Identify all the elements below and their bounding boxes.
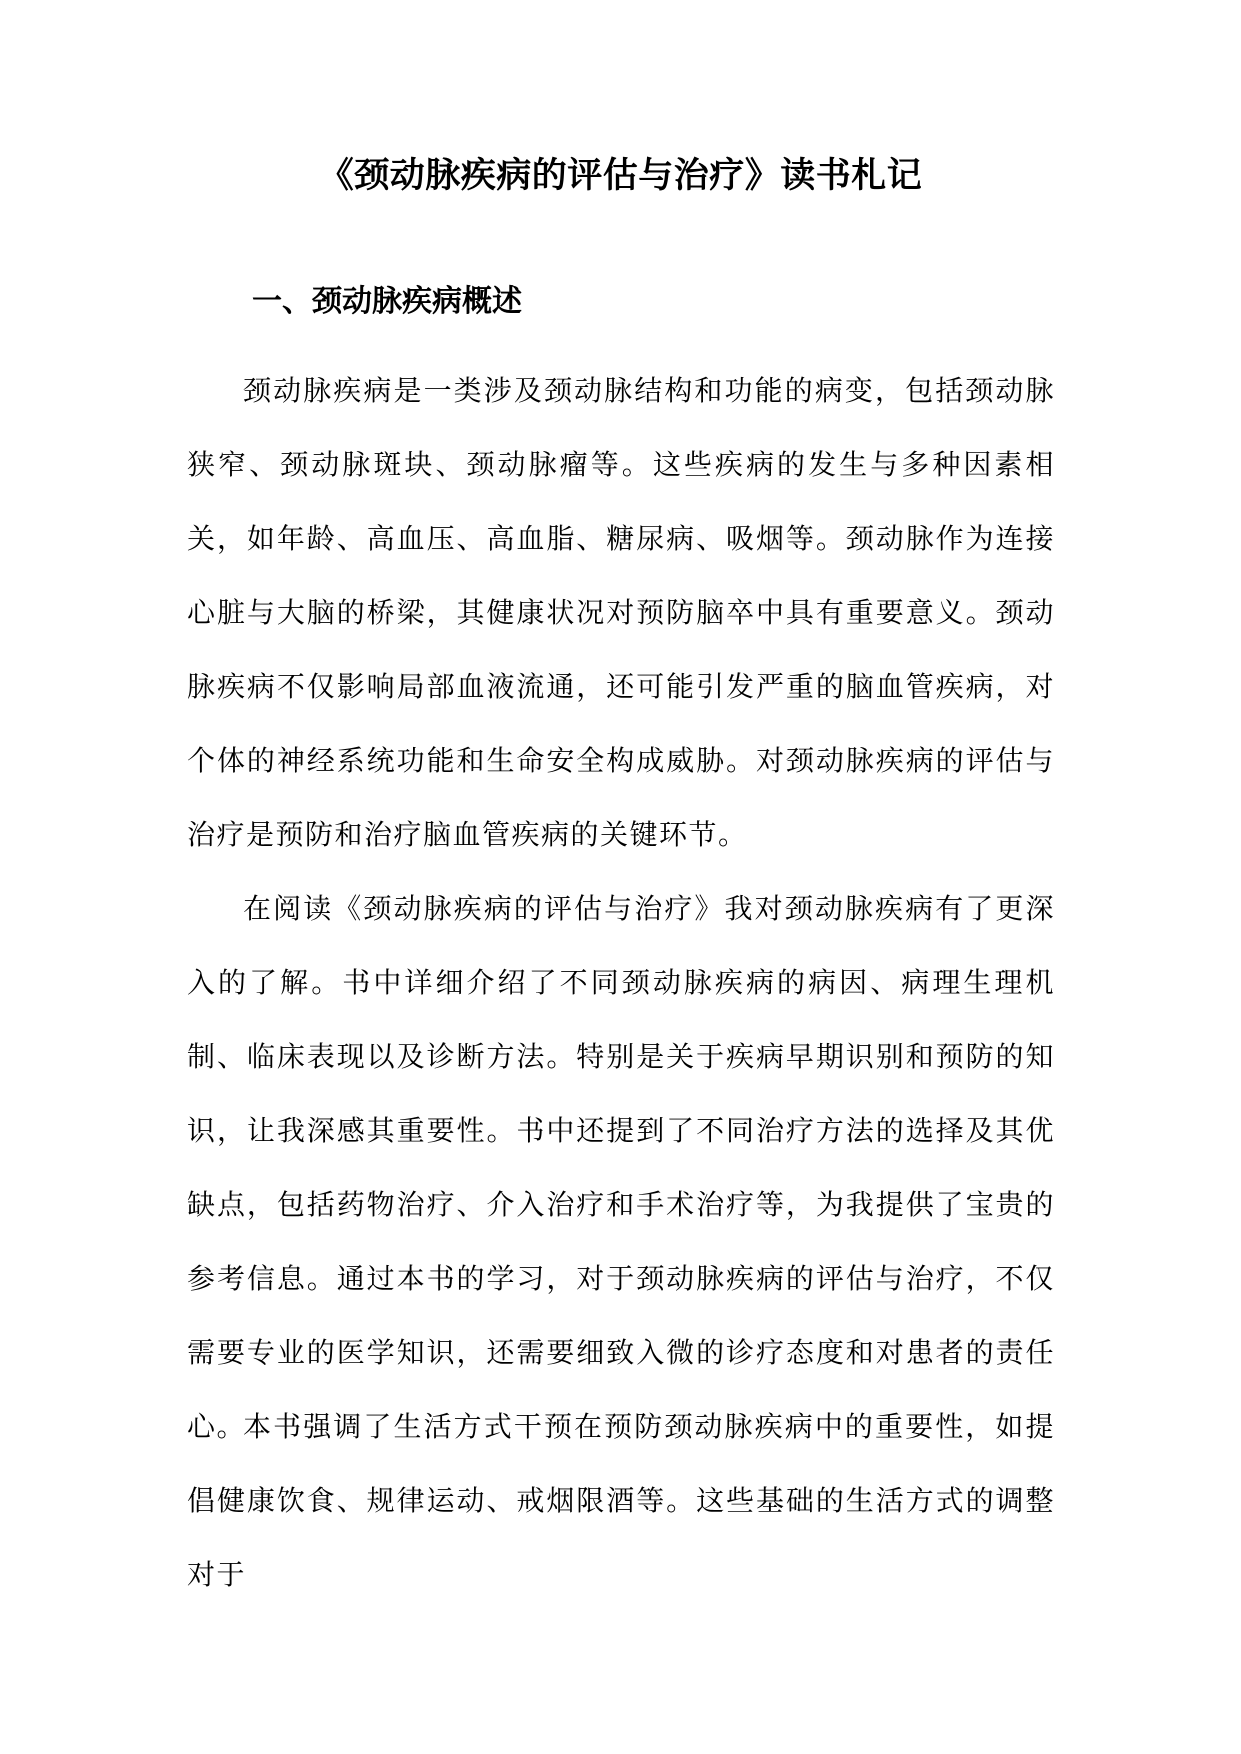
body-paragraph: 颈动脉疾病是一类涉及颈动脉结构和功能的病变，包括颈动脉狭窄、颈动脉斑块、颈动脉瘤等。这些疾病的发生与多种因素相关，如年龄、高血压、高血脂、糖尿病、吸烟等。颈动脉作为连接心脏与大脑的桥梁，其健康状况对预防脑卒中具有重要意义。颈动脉疾病不仅影响局部血液流通，还可能引发严重的脑血管疾病，对个体的神经系统功能和生命安全构成威胁。对颈动脉疾病的评估与治疗是预防和治疗脑血管疾病的关键环节。 [187, 374, 1055, 851]
section-heading: 一、颈动脉疾病概述 [252, 284, 522, 319]
document-title: 《颈动脉疾病的评估与治疗》读书札记 [318, 156, 923, 196]
body-paragraph: 本书强调了生活方式干预在预防颈动脉疾病中的重要性，如提倡健康饮食、规律运动、戒烟限酒等。这些基础的生活方式的调整对于 [187, 1410, 1055, 1591]
body-paragraph: 在阅读《颈动脉疾病的评估与治疗》我对颈动脉疾病有了更深入的了解。书中详细介绍了不同颈动脉疾病的病因、病理生理机制、临床表现以及诊断方法。特别是关于疾病早期识别和预防的知识，让我深感其重要性。书中还提到了不同治疗方法的选择及其优缺点，包括药物治疗、介入治疗和手术治疗等，为我提供了宝贵的参考信息。通过本书的学习，对于颈动脉疾病的评估与治疗，不仅需要专业的医学知识，还需要细致入微的诊疗态度和对患者的责任心。 [187, 892, 1055, 1443]
